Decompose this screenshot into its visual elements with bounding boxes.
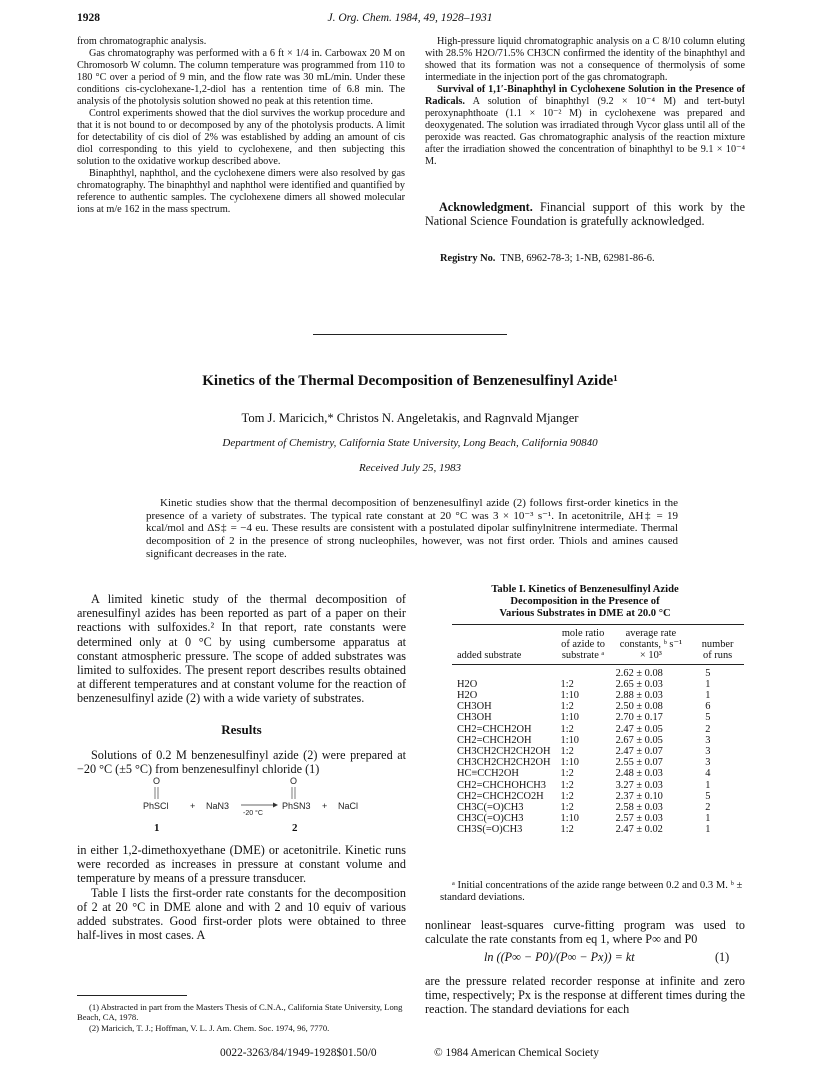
cell-runs: 3 [705,734,711,746]
cell-substrate [452,664,556,679]
cell-runs: 2 [705,723,711,735]
footnote-rule [77,995,187,996]
cell-substrate: CH3OH [457,701,492,713]
cell-runs: 2 [705,802,711,814]
registry-text: TNB, 6962-78-3; 1-NB, 62981-86-6. [500,253,655,264]
cell-runs: 5 [705,712,711,724]
survival-heading: Survival of 1,1′-Binaphthyl in Cyclohexene Solution in the Presence of Radicals. [425,84,745,107]
cell-rate: 2.88 ± 0.03 [615,690,663,702]
table-caption-line-1: Table I. Kinetics of Benzenesulfinyl Azide [491,584,679,595]
cell-runs: 1 [705,678,711,690]
cell-rate: 2.70 ± 0.17 [615,712,663,724]
acknowledgment [425,200,745,228]
cell-rate: 2.47 ± 0.07 [615,746,663,758]
prev-article-left-column [77,36,405,216]
cell-rate: 2.65 ± 0.03 [615,678,663,690]
cell-ratio: 1:2 [560,701,574,713]
cell-ratio: 1:10 [560,712,580,724]
abstract: Kinetic studies show that the thermal decomposition of benzenesulfinyl azide (2) follows first-order kinetics in the presence of a variety of substrates. The typical rate constant at 20 °C was 3 × 10⁻³ s⁻¹. In acetonitrile, ΔH‡ = 19 kcal/mol and ΔS‡ = −4 eu. These results are consistent with a postulated dipolar sulfinylnitrene intermediate. Thermal decomposition of 2 in the presence of strong nucleophiles, however, was not first order. Thiols and amines caused significant decreases in the rate. [146,497,678,560]
cell-ratio: 1:2 [560,779,574,791]
cell-ratio [556,664,611,679]
footnote-1: (1) Abstracted in part from the Masters Thesis of C.N.A., California State University, Long Beach, CA, 1978. [77,1002,403,1022]
table-row [452,757,744,768]
cell-substrate: CH3C(=O)CH3 [457,802,524,814]
cell-rate: 2.47 ± 0.05 [615,723,663,735]
article-received: Received July 25, 1983 [358,462,461,474]
header-ratio: mole ratio of azide to substrate ᵃ [556,625,611,665]
prev-para-1: Gas chromatography was performed with a 6 ft × 1/4 in. Carbowax 20 M on Chromosorb W column. The column temperature was programmed from 110 to 180 °C over a period of 9 min, and the flow rate was 30 mL/min. Under these conditions cis-cyclohexane-1,2-diol has a rentention time of 6.8 min. The analysis of the photolysis solution showed no peak at this retention time. [77,48,405,107]
equation: ln ((P∞ − P0)/(P∞ − Px)) = kt [484,950,635,964]
cell-rate: 2.67 ± 0.05 [615,734,663,746]
right-text-2: are the pressure related recorder response at infinite and zero time, respectively; Px is the response at different times during the reaction. The standard deviations for each [425,974,745,1017]
table-row [452,780,744,791]
cell-rate: 2.37 ± 0.10 [615,790,663,802]
cell-runs: 5 [705,790,711,802]
ack-heading: Acknowledgment. [439,200,533,214]
cell-runs: 1 [705,779,711,791]
hplc-paragraph: High-pressure liquid chromatographic analysis on a C 8/10 column eluting with 28.5% H2O/71.5% CH3CN confirmed the identity of the binaphthyl and showed that its formation was not a consequence of thermolysis of some intermediate in the injection port of the gas chromatograph. [425,36,745,83]
copyright-notice: © 1984 American Chemical Society [434,1047,599,1059]
table-caption-line-3: Various Substrates in DME at 20.0 °C [499,608,671,619]
cell-runs: 1 [705,824,711,836]
right-paragraph-2 [425,974,745,1017]
reaction-scheme [140,775,400,837]
ack-text: Financial support of this work by the National Science Foundation is gratefully acknowledged. [425,200,745,229]
cell-substrate: CH2=CHCH2OH [457,734,532,746]
page-number: 1928 [77,12,100,24]
results-paragraph-1 [77,748,406,776]
arrow-label: -20 °C [243,810,263,817]
cell-substrate: CH2=CHCHOHCH3 [457,779,546,791]
table-row [452,813,744,824]
table-1 [452,624,744,836]
table-row [452,690,744,701]
cell-substrate: CH3S(=O)CH3 [457,824,523,836]
article-title: Kinetics of the Thermal Decomposition of Benzenesulfinyl Azide¹ [202,373,618,389]
cell-runs: 5 [705,667,711,679]
cell-rate: 2.57 ± 0.03 [615,813,663,825]
survival-text: A solution of binaphthyl (9.2 × 10⁻⁴ M) and tert-butyl peroxynaphthoate (1.1 × 10⁻² M) in cyclohexene was prepared and deoxygenated. The solution was irradiated through Vycor glass until all of the peroxide was reacted. Gas chromatographic analysis of the reaction mixture after the irradiation showed the concentration of binaphthyl to be 9.1 × 10⁻⁴ M. [425,96,746,167]
oxygen-label-2: O [290,776,298,786]
table-row [452,712,744,723]
header-rate: average rate constants, ᵇ s⁻¹ × 10³ [611,625,692,665]
table-row [452,664,744,679]
results-paragraph-2 [77,843,406,942]
prev-article-right-column [425,36,745,168]
table-row [452,791,744,802]
cell-rate: 2.62 ± 0.08 [615,667,663,679]
results-text-3: Table I lists the first-order rate constants for the decomposition of 2 at 20 °C in DME alone and with 2 and 10 equiv of various added substrates. Good first-order plots were obtained to three half-lives in most cases. A [77,885,406,943]
table-row [452,768,744,779]
table-row [452,701,744,712]
article-separator [313,334,507,335]
reactant-label: PhSCl [143,801,169,811]
cell-runs: 3 [705,746,711,758]
cell-runs: 4 [705,768,711,780]
article-affiliation: Department of Chemistry, California State University, Long Beach, California 90840 [222,437,598,449]
cell-ratio: 1:10 [560,690,580,702]
byproduct-label: NaCl [338,801,359,811]
cell-runs: 1 [705,690,711,702]
table-caption [425,584,745,620]
table-caption-line-2: Decomposition in the Presence of [510,596,660,607]
running-head: J. Org. Chem. 1984, 49, 1928–1931 [327,12,493,24]
cell-substrate: CH3CH2CH2CH2OH [457,757,551,769]
cell-substrate: HC≡CCH2OH [457,768,519,780]
cell-substrate: CH2=CHCH2OH [457,723,532,735]
results-text-1: Solutions of 0.2 M benzenesulfinyl azide (2) were prepared at −20 °C (±5 °C) from benzenesulfinyl chloride (1) [77,748,406,777]
plus-2: + [322,801,328,811]
table-row [452,824,744,835]
table-row [452,802,744,813]
cell-substrate: H2O [457,678,478,690]
compound-label-1: 1 [154,822,160,834]
cell-substrate: CH2=CHCH2CO2H [457,790,544,802]
cell-ratio: 1:10 [560,734,580,746]
cell-rate: 2.58 ± 0.03 [615,802,663,814]
cell-rate: 2.47 ± 0.02 [615,824,663,836]
table-body [452,664,744,836]
results-text-2: in either 1,2-dimethoxyethane (DME) or acetonitrile. Kinetic runs were recorded as increases in pressure at constant volume and temperature by means of a pressure transducer. [77,843,406,886]
intro-text: A limited kinetic study of the thermal decomposition of arenesulfinyl azides has been reported as part of a paper on their reactions with sulfoxides.² In that report, rate constants were determined only at 0 °C by using cumbersome apparatus at constant atmospheric pressure. The scope of added substrates was limited to sulfoxides. The present report describes results obtained at different temperatures and at constant volume for the reaction of benzenesulfinyl azide (2) with a wide variety of substrates. [77,592,406,706]
header-runs: number of runs [691,625,744,665]
results-heading: Results [221,722,262,737]
equation-number: (1) [715,950,730,964]
cell-rate: 3.27 ± 0.03 [615,779,663,791]
header-substrate: added substrate [452,625,556,665]
footnote-2: (2) Maricich, T. J.; Hoffman, V. L. J. Am. Chem. Soc. 1974, 96, 7770. [89,1023,330,1033]
cell-ratio: 1:2 [560,723,574,735]
prev-para-0: from chromatographic analysis. [77,36,207,47]
cell-rate: 2.50 ± 0.08 [615,701,663,713]
reagent-label: NaN3 [206,801,230,811]
table-footnote: ᵃ Initial concentrations of the azide range between 0.2 and 0.3 M. ᵇ ± standard deviations. [440,880,743,903]
right-text-1: nonlinear least-squares curve-fitting program was used to calculate the rate constants from eq 1, where P∞ and P0 [425,918,745,947]
cell-ratio: 1:2 [560,746,574,758]
registry-label: Registry No. [440,253,496,264]
cell-ratio: 1:10 [560,813,580,825]
plus-1: + [190,801,196,811]
table-row [452,679,744,690]
copyright-code: 0022-3263/84/1949-1928$01.50/0 [220,1047,377,1059]
cell-runs: 6 [705,701,711,713]
cell-ratio: 1:2 [560,824,574,836]
prev-para-3: Binaphthyl, naphthol, and the cyclohexene dimers were also resolved by gas chromatography. The binaphthyl and naphthol were identified and quantified by reference to authentic samples. The cyclohexene dimers all showed molecular ions at m/e 162 in the mass spectrum. [77,168,405,215]
table-row [452,735,744,746]
cell-substrate: CH3CH2CH2CH2OH [457,746,551,758]
cell-runs: 3 [705,757,711,769]
article-authors: Tom J. Maricich,* Christos N. Angeletakis, and Ragnvald Mjanger [241,411,579,425]
cell-runs: 1 [705,813,711,825]
cell-rate: 2.48 ± 0.03 [615,768,663,780]
table-row [452,724,744,735]
cell-substrate: CH3OH [457,712,492,724]
compound-label-2: 2 [292,822,298,834]
cell-ratio: 1:10 [560,757,580,769]
cell-rate: 2.55 ± 0.07 [615,757,663,769]
cell-substrate: CH3C(=O)CH3 [457,813,524,825]
cell-ratio: 1:2 [560,678,574,690]
prev-para-2: Control experiments showed that the diol survives the workup procedure and that it is not bound to or decomposed by any of the photolysis products. A limit for detectability of cis diol of 2% was established by adding an amount of cis diol corresponding to this yield to cyclohexene, and then subjecting this solution to the oxidative workup described above. [77,108,405,167]
oxygen-label-1: O [153,776,161,786]
intro-paragraph [77,592,406,706]
right-paragraph-1 [425,918,745,946]
cell-ratio: 1:2 [560,802,574,814]
table-row [452,746,744,757]
registry-line [440,253,750,264]
cell-ratio: 1:2 [560,768,574,780]
product-label: PhSN3 [282,801,311,811]
cell-substrate: H2O [457,690,478,702]
cell-ratio: 1:2 [560,790,574,802]
